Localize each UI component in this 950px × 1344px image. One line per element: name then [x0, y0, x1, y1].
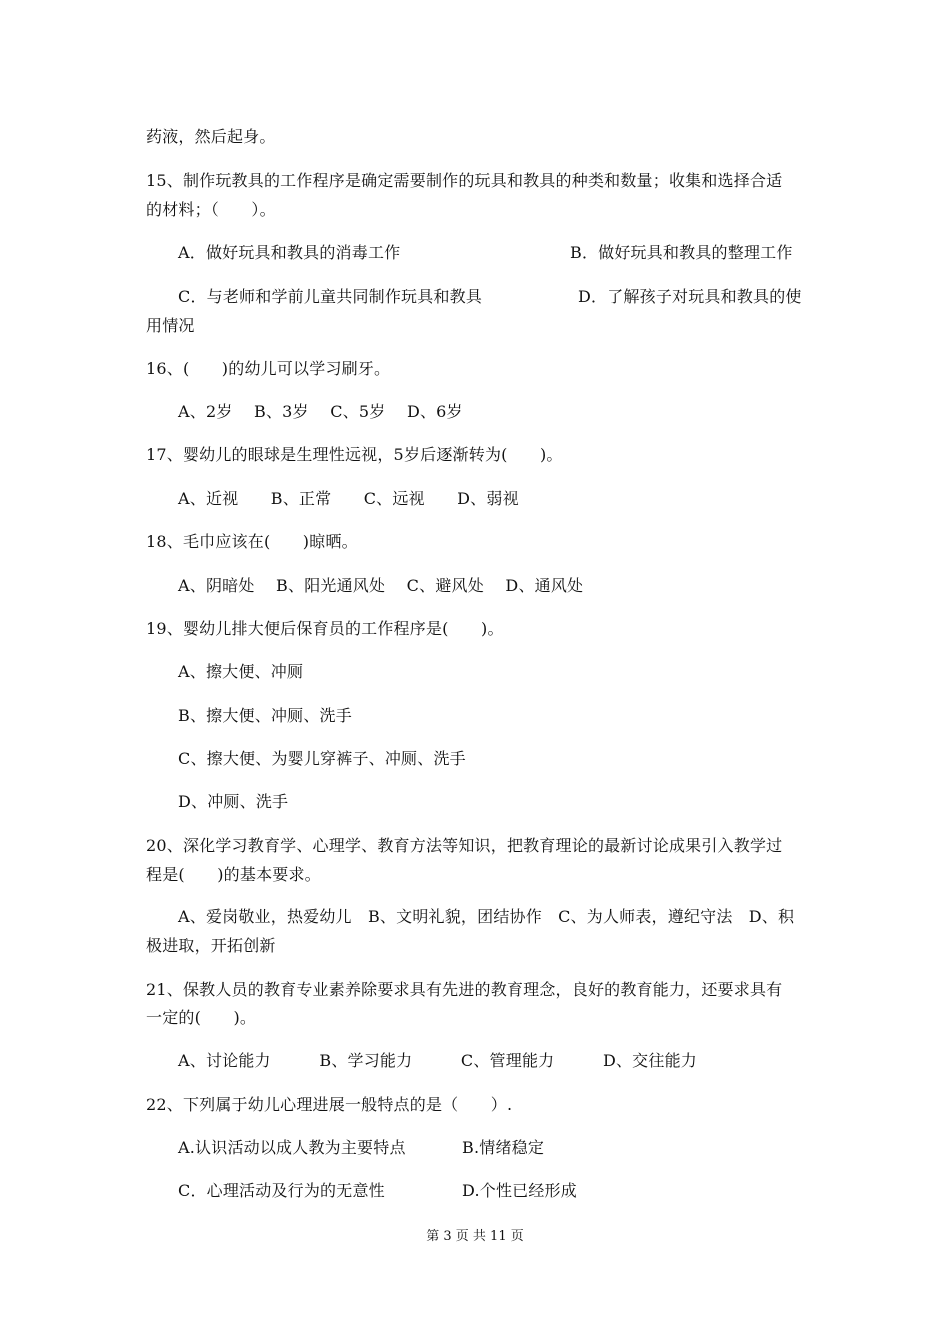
- q16-stem: 16、( )的幼儿可以学习刷牙。: [146, 359, 391, 378]
- q21-stem-line2: 一定的( )。: [146, 1008, 257, 1027]
- q14-continuation: 药液，然后起身。: [146, 127, 276, 146]
- q15-option-d-line1: D．了解孩子对玩具和教具的使: [578, 287, 802, 306]
- q17-options: A、近视 B、正常 C、远视 D、弱视: [178, 489, 519, 508]
- q22-option-b: B.情绪稳定: [462, 1138, 545, 1157]
- q19-option-a: A、擦大便、冲厕: [178, 662, 304, 681]
- q18-stem: 18、毛巾应该在( )晾晒。: [146, 532, 358, 551]
- q15-option-b: B．做好玩具和教具的整理工作: [570, 243, 793, 262]
- q21-stem-line1: 21、保教人员的教育专业素养除要求具有先进的教育理念，良好的教育能力，还要求具有: [146, 980, 783, 999]
- q18-options: A、阴暗处 B、阳光通风处 C、避风处 D、通风处: [178, 576, 584, 595]
- q15-option-a: A．做好玩具和教具的消毒工作: [178, 243, 401, 262]
- q15-stem-line2: 的材料；（ ）。: [146, 200, 276, 219]
- q22-stem: 22、下列属于幼儿心理进展一般特点的是（ ）.: [146, 1095, 513, 1114]
- q15-stem-line1: 15、制作玩教具的工作程序是确定需要制作的玩具和教具的种类和数量；收集和选择合适: [146, 171, 783, 190]
- q19-option-d: D、冲厕、洗手: [178, 792, 289, 811]
- q19-stem: 19、婴幼儿排大便后保育员的工作程序是( )。: [146, 619, 504, 638]
- q20-options-line1: A、爱岗敬业，热爱幼儿 B、文明礼貌，团结协作 C、为人师表，遵纪守法 D、积: [178, 907, 795, 926]
- q19-option-b: B、擦大便、冲厕、洗手: [178, 706, 352, 725]
- q15-option-c: C．与老师和学前儿童共同制作玩具和教具: [178, 287, 483, 306]
- q19-option-c: C、擦大便、为婴儿穿裤子、冲厕、洗手: [178, 749, 466, 768]
- q20-options-line2: 极进取，开拓创新: [146, 936, 276, 955]
- q22-option-a: A.认识活动以成人教为主要特点: [178, 1138, 406, 1157]
- q15-option-d-line2: 用情况: [146, 316, 195, 335]
- q20-stem-line1: 20、深化学习教育学、心理学、教育方法等知识，把教育理论的最新讨论成果引入教学过: [146, 836, 783, 855]
- q22-option-c: C．心理活动及行为的无意性: [178, 1181, 385, 1200]
- q22-option-d: D.个性已经形成: [462, 1181, 577, 1200]
- q20-stem-line2: 程是( )的基本要求。: [146, 865, 321, 884]
- q17-stem: 17、婴幼儿的眼球是生理性远视，5岁后逐渐转为( )。: [146, 445, 563, 464]
- q16-options: A、2岁 B、3岁 C、5岁 D、6岁: [178, 402, 463, 421]
- page-number-footer: 第 3 页 共 11 页: [426, 1229, 524, 1244]
- q21-options: A、讨论能力 B、学习能力 C、管理能力 D、交往能力: [178, 1051, 697, 1070]
